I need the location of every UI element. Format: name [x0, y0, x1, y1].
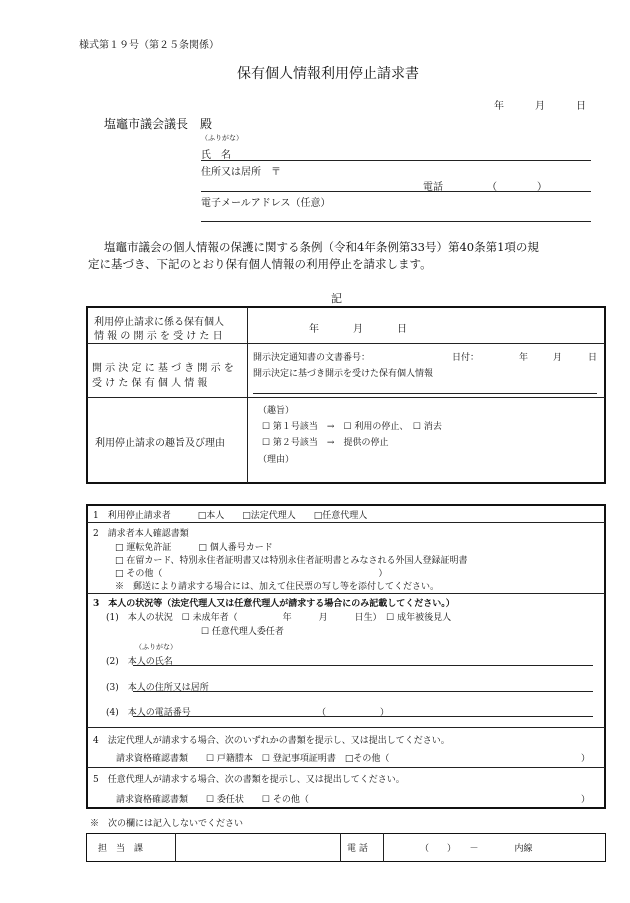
- furigana-label: （ふりがな）: [201, 134, 243, 142]
- row2-year: 年: [519, 353, 529, 363]
- dept-label: 担 当 課: [98, 844, 144, 854]
- section-2-option-2[interactable]: □ 在留カード、特別永住者証明書又は特別永住者証明書とみなされる外国人登録証明書: [115, 556, 468, 566]
- row2-info-field[interactable]: [253, 393, 597, 394]
- body-text-line-2: 定に基づき、下記のとおり保有個人情報の利用停止を請求します。: [88, 257, 432, 271]
- row3-reason: （理由）: [258, 455, 295, 465]
- name-field[interactable]: [201, 160, 591, 161]
- address-label: 住所又は居所 〒: [201, 167, 281, 178]
- row2-date-label: 日付：: [452, 353, 480, 363]
- row1-label-2: 情 報 の 開 示 を 受 け た 日: [94, 331, 223, 342]
- row3-option-1[interactable]: ☐ 第１号該当 → ☐ 利用の停止、 ☐ 消去: [262, 422, 442, 432]
- dept-field[interactable]: [176, 834, 339, 861]
- form-number: 様式第１９号（第２５条関係）: [79, 40, 219, 51]
- address-field[interactable]: [201, 191, 591, 192]
- section-2-title: 2 請求者本人確認書類: [93, 529, 189, 539]
- row2-day: 日: [588, 353, 598, 363]
- row2-info: 開示決定に基づき開示を受けた保有個人情報: [253, 369, 434, 379]
- section-2-option-1[interactable]: □ 運転免許証 □ 個人番号カード: [115, 543, 273, 553]
- office-use-note: ※ 次の欄には記入しないでください: [90, 819, 244, 829]
- section-4-close: ）: [581, 754, 591, 764]
- row1-label-1: 利用停止請求に係る保有個人: [94, 317, 224, 328]
- row1-year: 年: [309, 324, 319, 335]
- email-field[interactable]: [201, 221, 591, 222]
- row2-doc-no: 開示決定通知書の文書番号：: [253, 353, 371, 363]
- office-phone-value: （ ） － 内線: [420, 844, 533, 854]
- person-name-field[interactable]: [133, 665, 593, 666]
- row2-label-1: 開 示 決 定 に 基 づ き 開 示 を: [92, 363, 234, 374]
- section-3-furigana: （ふりがな）: [135, 643, 177, 651]
- section-2-option-3[interactable]: □ その他（ ）: [115, 569, 388, 579]
- section-1-requester[interactable]: 1 利用停止請求者 □本人 □法定代理人 □任意代理人: [93, 511, 368, 521]
- date-month: 月: [535, 101, 545, 112]
- phone-label: 電話: [423, 182, 443, 193]
- section-5-close: ）: [581, 795, 591, 805]
- section-5-title: 5 任意代理人が請求する場合、次の書類を提示し、又は提出してください。: [93, 775, 405, 785]
- section-3-address-label: (3) 本人の住所又は居所: [106, 683, 209, 693]
- row1-day: 日: [397, 324, 407, 335]
- section-2-note: ※ 郵送により請求する場合には、加えて住民票の写し等を添付してください。: [115, 582, 440, 592]
- row2-label-2: 受 け た 保 有 個 人 情 報: [92, 378, 208, 389]
- section-3-name-label: (2) 本人の氏名: [106, 657, 173, 667]
- row3-option-2[interactable]: ☐ 第２号該当 → 提供の停止: [262, 438, 389, 448]
- person-address-field[interactable]: [133, 691, 593, 692]
- row3-label: 利用停止請求の趣旨及び理由: [95, 438, 225, 449]
- body-text-line-1: 塩竈市議会の個人情報の保護に関する条例（令和4年条例第33号）第40条第1項の規: [104, 240, 539, 254]
- page-title: 保有個人情報利用停止請求書: [237, 66, 419, 82]
- row3-purpose: （趣旨）: [258, 406, 295, 416]
- person-phone-field[interactable]: [133, 716, 593, 717]
- section-4-docs[interactable]: 請求資格確認書類 ☐ 戸籍謄本 ☐ 登記事項証明書 □その他（: [116, 754, 390, 764]
- section-3-status-b[interactable]: ☐ 任意代理人委任者: [201, 627, 284, 637]
- office-phone-label: 電 話: [347, 844, 368, 854]
- date-day: 日: [576, 101, 586, 112]
- row2-month: 月: [553, 353, 563, 363]
- section-3-status[interactable]: (1) 本人の状況 ☐ 未成年者（ 年 月 日生） ☐ 成年被後見人: [106, 613, 452, 623]
- addressee: 塩竈市議会議長 殿: [104, 117, 213, 131]
- name-label: 氏 名: [201, 150, 231, 161]
- phone-paren: （ ）: [487, 182, 547, 193]
- ki-label: 記: [331, 292, 342, 305]
- section-5-docs[interactable]: 請求資格確認書類 ☐ 委任状 ☐ その他（: [116, 795, 309, 805]
- section-3-phone-paren: （ ）: [317, 708, 390, 718]
- section-3-title: 3 本人の状況等（法定代理人又は任意代理人が請求する場合にのみ記載してください。）: [93, 599, 455, 609]
- section-4-title: 4 法定代理人が請求する場合、次のいずれかの書類を提示し、又は提出してください。: [93, 736, 450, 746]
- date-year: 年: [494, 101, 504, 112]
- section-3-phone-label: (4) 本人の電話番号: [106, 708, 191, 718]
- email-label: 電子メールアドレス（任意）: [201, 198, 331, 209]
- row1-month: 月: [353, 324, 363, 335]
